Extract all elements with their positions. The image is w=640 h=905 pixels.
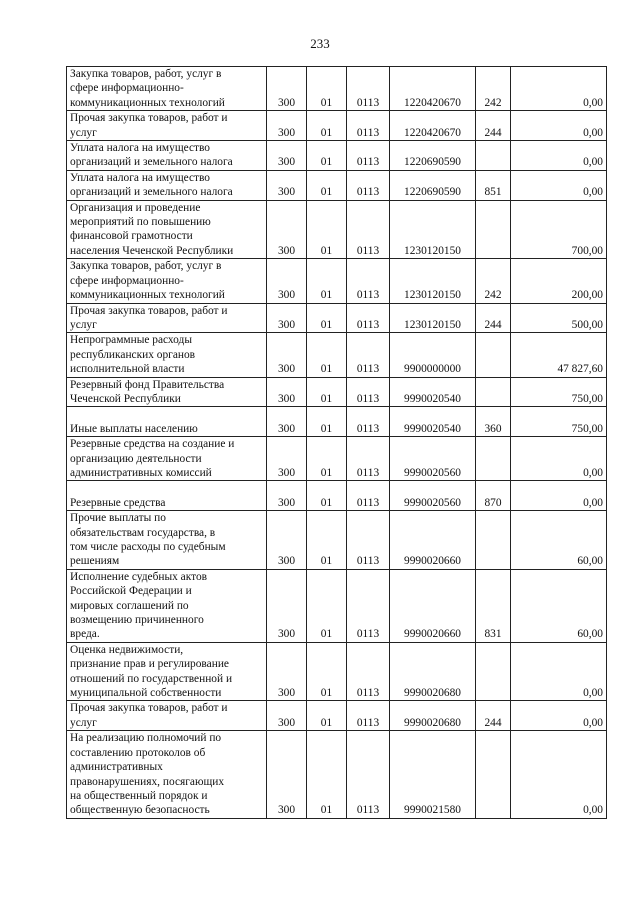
ministry-code-cell: 300 — [267, 111, 307, 141]
table-row — [67, 701, 607, 731]
expense-name-text: Закупка товаров, работ, услуг в сфере информационно- коммуникационных технологий — [70, 68, 225, 109]
expense-name-text: Прочая закупка товаров, работ и услуг — [70, 702, 228, 729]
ministry-code-cell: 300 — [267, 200, 307, 259]
section-code-cell: 01 — [307, 731, 347, 818]
expense-name-text: На реализацию полномочий по составлению протоколов об административных правонарушениях, посягающих на общественный порядок и общественную безопасность — [70, 732, 225, 817]
subsection-code-cell: 0113 — [347, 481, 390, 511]
table-row — [67, 642, 607, 701]
subsection-code-cell: 0113 — [347, 259, 390, 303]
expense-type-cell: 360 — [476, 407, 511, 437]
amount-cell: 47 827,60 — [511, 333, 607, 377]
amount-cell: 0,00 — [511, 67, 607, 111]
target-article-cell: 1220420670 — [390, 67, 476, 111]
section-code-cell: 01 — [307, 511, 347, 570]
subsection-code-cell: 0113 — [347, 511, 390, 570]
ministry-code-cell: 300 — [267, 333, 307, 377]
target-article-cell: 9990020540 — [390, 407, 476, 437]
subsection-code-cell: 0113 — [347, 303, 390, 333]
amount-cell: 500,00 — [511, 303, 607, 333]
section-code-cell: 01 — [307, 481, 347, 511]
target-article-cell: 1230120150 — [390, 259, 476, 303]
subsection-code-cell: 0113 — [347, 67, 390, 111]
target-article-cell: 9990020560 — [390, 437, 476, 481]
target-article-cell: 9990020660 — [390, 569, 476, 642]
expense-type-cell: 244 — [476, 303, 511, 333]
table-row — [67, 303, 607, 333]
target-article-cell: 9990021580 — [390, 731, 476, 818]
target-article-cell: 9990020560 — [390, 481, 476, 511]
amount-cell: 0,00 — [511, 642, 607, 701]
section-code-cell: 01 — [307, 259, 347, 303]
table-row — [67, 111, 607, 141]
subsection-code-cell: 0113 — [347, 333, 390, 377]
expense-name-text: Непрограммные расходы республиканских органов исполнительной власти — [70, 334, 196, 376]
section-code-cell: 01 — [307, 170, 347, 200]
section-code-cell: 01 — [307, 200, 347, 259]
ministry-code-cell: 300 — [267, 141, 307, 171]
table-row — [67, 333, 607, 377]
target-article-cell: 1230120150 — [390, 303, 476, 333]
section-code-cell: 01 — [307, 407, 347, 437]
expense-type-cell — [476, 511, 511, 570]
amount-cell: 0,00 — [511, 170, 607, 200]
expense-name-text: Организация и проведение мероприятий по повышению финансовой грамотности населения Чеченской Республики — [70, 201, 234, 257]
expense-name-cell — [67, 569, 267, 642]
target-article-cell: 9900000000 — [390, 333, 476, 377]
expense-name-cell — [67, 701, 267, 731]
expense-type-cell — [476, 377, 511, 407]
section-code-cell: 01 — [307, 67, 347, 111]
amount-cell: 60,00 — [511, 511, 607, 570]
ministry-code-cell: 300 — [267, 569, 307, 642]
expense-name-text: Резервные средства на создание и организацию деятельности административных комиссий — [70, 438, 235, 479]
ministry-code-cell: 300 — [267, 377, 307, 407]
expense-name-cell — [67, 170, 267, 200]
expense-name-text: Резервный фонд Правительства Чеченской Республики — [70, 378, 225, 405]
section-code-cell: 01 — [307, 642, 347, 701]
table-row — [67, 141, 607, 171]
subsection-code-cell: 0113 — [347, 170, 390, 200]
expense-name-cell — [67, 642, 267, 701]
expense-type-cell — [476, 333, 511, 377]
table-row — [67, 569, 607, 642]
expense-name-cell — [67, 141, 267, 171]
expense-type-cell — [476, 642, 511, 701]
expense-name-text: Исполнение судебных актов Российской Федерации и мировых соглашений по возмещению причиненного вреда. — [70, 570, 208, 641]
expense-name-cell — [67, 511, 267, 570]
expense-name-text: Уплата налога на имущество организаций и земельного налога — [70, 171, 233, 199]
expense-name-cell — [67, 333, 267, 377]
expense-name-text: Прочие выплаты по обязательствам государства, в том числе расходы по судебным решениям — [70, 512, 226, 568]
subsection-code-cell: 0113 — [347, 642, 390, 701]
ministry-code-cell: 300 — [267, 407, 307, 437]
expense-name-cell — [67, 407, 267, 437]
amount-cell: 0,00 — [511, 437, 607, 481]
amount-cell: 0,00 — [511, 701, 607, 731]
budget-table — [66, 66, 607, 819]
table-row — [67, 407, 607, 437]
ministry-code-cell: 300 — [267, 170, 307, 200]
section-code-cell: 01 — [307, 377, 347, 407]
expense-name-text: Иные выплаты населению — [70, 422, 198, 435]
expense-type-cell: 831 — [476, 569, 511, 642]
amount-cell: 0,00 — [511, 481, 607, 511]
section-code-cell: 01 — [307, 303, 347, 333]
ministry-code-cell: 300 — [267, 731, 307, 818]
amount-cell: 700,00 — [511, 200, 607, 259]
expense-type-cell: 244 — [476, 701, 511, 731]
target-article-cell: 1220690590 — [390, 170, 476, 200]
target-article-cell: 9990020540 — [390, 377, 476, 407]
ministry-code-cell: 300 — [267, 642, 307, 701]
section-code-cell: 01 — [307, 569, 347, 642]
section-code-cell: 01 — [307, 701, 347, 731]
table-row — [67, 259, 607, 303]
subsection-code-cell: 0113 — [347, 407, 390, 437]
expense-name-cell — [67, 200, 267, 259]
subsection-code-cell: 0113 — [347, 701, 390, 731]
ministry-code-cell: 300 — [267, 259, 307, 303]
expense-type-cell: 242 — [476, 259, 511, 303]
expense-type-cell: 851 — [476, 170, 511, 200]
ministry-code-cell: 300 — [267, 701, 307, 731]
expense-type-cell — [476, 200, 511, 259]
section-code-cell: 01 — [307, 111, 347, 141]
expense-name-text: Прочая закупка товаров, работ и услуг — [70, 304, 228, 331]
subsection-code-cell: 0113 — [347, 111, 390, 141]
table-row — [67, 200, 607, 259]
expense-type-cell: 870 — [476, 481, 511, 511]
expense-name-text: Уплата налога на имущество организаций и земельного налога — [70, 142, 233, 169]
section-code-cell: 01 — [307, 333, 347, 377]
expense-type-cell: 242 — [476, 67, 511, 111]
expense-name-cell — [67, 259, 267, 303]
expense-name-text: Закупка товаров, работ, услуг в сфере информационно- коммуникационных технологий — [70, 260, 225, 302]
expense-name-text: Оценка недвижимости, признание прав и регулирование отношений по государственной и муниципальной собственности — [70, 643, 233, 700]
table-row — [67, 437, 607, 481]
subsection-code-cell: 0113 — [347, 200, 390, 259]
target-article-cell: 9990020680 — [390, 642, 476, 701]
expense-name-cell — [67, 437, 267, 481]
expense-name-text: Резервные средства — [70, 496, 166, 509]
amount-cell: 200,00 — [511, 259, 607, 303]
section-code-cell: 01 — [307, 141, 347, 171]
expense-type-cell — [476, 141, 511, 171]
table-row — [67, 511, 607, 570]
expense-name-cell — [67, 111, 267, 141]
table-row — [67, 67, 607, 111]
expense-type-cell: 244 — [476, 111, 511, 141]
amount-cell: 0,00 — [511, 731, 607, 818]
target-article-cell: 1220420670 — [390, 111, 476, 141]
expense-type-cell — [476, 731, 511, 818]
expense-name-cell — [67, 481, 267, 511]
ministry-code-cell: 300 — [267, 481, 307, 511]
expense-name-cell — [67, 303, 267, 333]
expense-name-text: Прочая закупка товаров, работ и услуг — [70, 112, 228, 139]
expense-type-cell — [476, 437, 511, 481]
ministry-code-cell: 300 — [267, 303, 307, 333]
subsection-code-cell: 0113 — [347, 437, 390, 481]
ministry-code-cell: 300 — [267, 67, 307, 111]
ministry-code-cell: 300 — [267, 511, 307, 570]
subsection-code-cell: 0113 — [347, 141, 390, 171]
table-body — [67, 67, 607, 819]
section-code-cell: 01 — [307, 437, 347, 481]
page-number: 233 — [310, 36, 330, 51]
amount-cell: 60,00 — [511, 569, 607, 642]
table-row — [67, 731, 607, 818]
subsection-code-cell: 0113 — [347, 377, 390, 407]
amount-cell: 750,00 — [511, 377, 607, 407]
target-article-cell: 1220690590 — [390, 141, 476, 171]
amount-cell: 750,00 — [511, 407, 607, 437]
expense-name-cell — [67, 377, 267, 407]
table-row — [67, 170, 607, 200]
target-article-cell: 9990020660 — [390, 511, 476, 570]
expense-name-cell — [67, 731, 267, 818]
target-article-cell: 9990020680 — [390, 701, 476, 731]
table-row — [67, 377, 607, 407]
table-row — [67, 481, 607, 511]
target-article-cell: 1230120150 — [390, 200, 476, 259]
subsection-code-cell: 0113 — [347, 569, 390, 642]
subsection-code-cell: 0113 — [347, 731, 390, 818]
amount-cell: 0,00 — [511, 111, 607, 141]
ministry-code-cell: 300 — [267, 437, 307, 481]
expense-name-cell — [67, 67, 267, 111]
amount-cell: 0,00 — [511, 141, 607, 171]
